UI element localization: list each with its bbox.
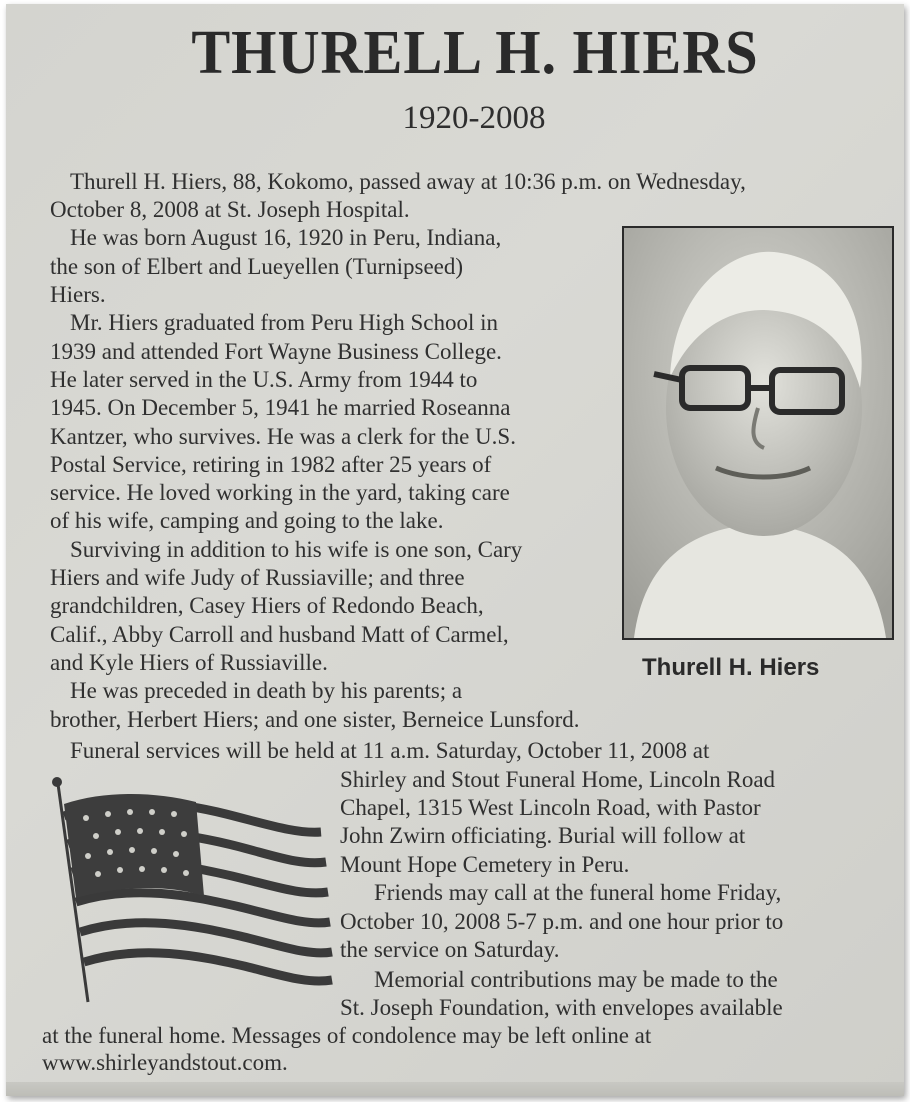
text-line: 1939 and attended Fort Wayne Business College. bbox=[50, 339, 502, 364]
text-line: October 8, 2008 at St. Joseph Hospital. bbox=[50, 197, 410, 222]
text-line: the service on Saturday. bbox=[340, 937, 560, 962]
text-line: service. He loved working in the yard, taking care bbox=[50, 480, 510, 505]
text-line: John Zwirn officiating. Burial will follow at bbox=[340, 823, 746, 848]
text-line: Shirley and Stout Funeral Home, Lincoln Road bbox=[340, 767, 776, 792]
text-line: Memorial contributions may be made to the bbox=[374, 967, 778, 992]
text-line: Calif., Abby Carroll and husband Matt of Carmel, bbox=[50, 622, 509, 647]
text-line: Postal Service, retiring in 1982 after 25 years of bbox=[50, 452, 492, 477]
newspaper-clipping bbox=[6, 4, 904, 1096]
text-line: and Kyle Hiers of Russiaville. bbox=[50, 650, 328, 675]
page-bottom-edge bbox=[6, 1082, 904, 1096]
text-line: the son of Elbert and Lueyellen (Turnipseed) bbox=[50, 254, 464, 279]
text-line: brother, Herbert Hiers; and one sister, Berneice Lunsford. bbox=[50, 707, 580, 732]
text-line: Funeral services will be held at 11 a.m. Saturday, October 11, 2008 at bbox=[70, 738, 710, 763]
text-line: of his wife, camping and going to the lake. bbox=[50, 508, 444, 533]
portrait-photo bbox=[622, 226, 894, 640]
text-line: Kantzer, who survives. He was a clerk for the U.S. bbox=[50, 424, 516, 449]
text-line: St. Joseph Foundation, with envelopes available bbox=[340, 995, 783, 1020]
text-line: Hiers. bbox=[50, 282, 106, 307]
american-flag-icon bbox=[46, 774, 336, 1004]
text-line: 1945. On December 5, 1941 he married Roseanna bbox=[50, 395, 511, 420]
text-line: grandchildren, Casey Hiers of Redondo Beach, bbox=[50, 593, 484, 618]
life-years: 1920-2008 bbox=[402, 100, 546, 136]
portrait-illustration bbox=[624, 228, 892, 638]
text-line: Mr. Hiers graduated from Peru High School in bbox=[70, 310, 498, 335]
text-line: Hiers and wife Judy of Russiaville; and three bbox=[50, 565, 465, 590]
text-line: He was born August 16, 1920 in Peru, Indiana, bbox=[70, 225, 502, 250]
text-line: at the funeral home. Messages of condolence may be left online at bbox=[42, 1023, 652, 1048]
text-line: October 10, 2008 5-7 p.m. and one hour prior to bbox=[340, 909, 784, 934]
text-line: Mount Hope Cemetery in Peru. bbox=[340, 852, 630, 877]
obituary-name-heading: THURELL H. HIERS bbox=[191, 19, 759, 87]
text-line: Surviving in addition to his wife is one son, Cary bbox=[70, 537, 523, 562]
text-line: Chapel, 1315 West Lincoln Road, with Pastor bbox=[340, 795, 761, 820]
text-line: Thurell H. Hiers, 88, Kokomo, passed away at 10:36 p.m. on Wednesday, bbox=[70, 169, 746, 194]
text-line: www.shirleyandstout.com. bbox=[42, 1050, 288, 1075]
text-line: Friends may call at the funeral home Friday, bbox=[374, 880, 782, 905]
text-line: He was preceded in death by his parents; a bbox=[70, 678, 463, 703]
photo-caption: Thurell H. Hiers bbox=[642, 654, 820, 681]
text-line: He later served in the U.S. Army from 1944 to bbox=[50, 367, 478, 392]
